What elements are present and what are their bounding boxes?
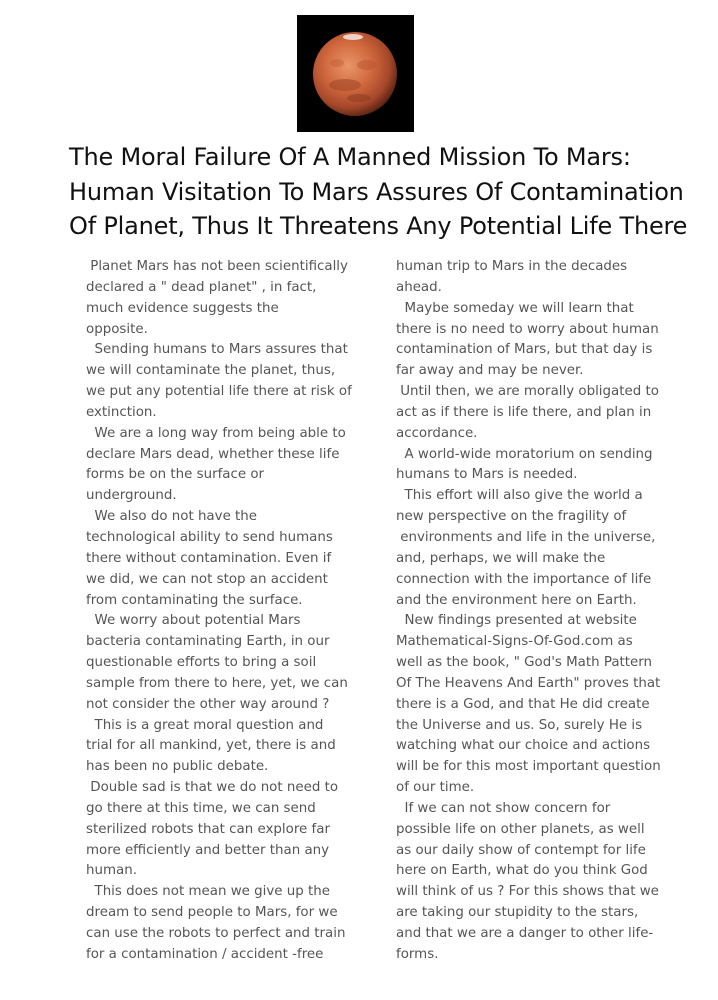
- text-line: forms be on the surface or: [86, 467, 265, 483]
- text-line: declare Mars dead, whether these life: [86, 446, 340, 462]
- text-line: will be for this most important question: [396, 759, 661, 775]
- text-line: not consider the other way around ?: [86, 696, 330, 712]
- text-line: dream to send people to Mars, for we: [86, 905, 338, 921]
- text-line: of our time.: [396, 780, 475, 796]
- text-line: We are a long way from being able to: [86, 425, 346, 441]
- text-line: We worry about potential Mars: [86, 613, 301, 629]
- text-line: Maybe someday we will learn that: [396, 300, 634, 316]
- text-line: environments and life in the universe,: [396, 529, 656, 545]
- text-line: This is a great moral question and: [86, 717, 324, 733]
- text-line: declared a " dead planet" , in fact,: [86, 279, 317, 295]
- left-text-column: [86, 257, 352, 966]
- text-line: and the environment here on Earth.: [396, 592, 637, 608]
- text-line: technological ability to send humans: [86, 529, 333, 545]
- text-line: are taking our stupidity to the stars,: [396, 905, 639, 921]
- text-line: watching what our choice and actions: [396, 738, 651, 754]
- text-line: Until then, we are morally obligated to: [396, 384, 659, 400]
- right-text-column: [396, 257, 666, 966]
- text-line: accordance.: [396, 425, 478, 441]
- text-line: Planet Mars has not been scientifically: [86, 259, 348, 274]
- text-line: This effort will also give the world a: [396, 488, 643, 504]
- text-line: sterilized robots that can explore far: [86, 821, 330, 837]
- text-line: Of The Heavens And Earth" proves that: [396, 675, 661, 691]
- text-line: for a contamination / accident -free: [86, 946, 324, 962]
- text-line: more efficiently and better than any: [86, 842, 330, 858]
- title-line: Of Planet, Thus It Threatens Any Potential Life There: [69, 212, 688, 240]
- text-line: there is a God, and that He did create: [396, 696, 650, 712]
- text-line: we put any potential life there at risk of: [86, 384, 352, 400]
- text-line: forms.: [396, 946, 439, 962]
- text-line: can use the robots to perfect and train: [86, 926, 346, 941]
- text-line: new perspective on the fragility of: [396, 509, 627, 525]
- text-line: humans to Mars is needed.: [396, 467, 578, 483]
- text-line: we did, we can not stop an accident: [86, 571, 328, 587]
- text-line: from contaminating the surface.: [86, 592, 303, 608]
- text-line: go there at this time, we can send: [86, 800, 316, 816]
- text-line: opposite.: [86, 321, 148, 337]
- text-line: This does not mean we give up the: [86, 884, 331, 900]
- text-line: as our daily show of contempt for life: [396, 842, 646, 858]
- text-line: New findings presented at website: [396, 613, 637, 629]
- text-line: will think of us ? For this shows that we: [396, 884, 659, 900]
- title-line: The Moral Failure Of A Manned Mission To Mars:: [69, 143, 631, 171]
- text-line: there without contamination. Even if: [86, 550, 332, 566]
- text-line: ahead.: [396, 279, 442, 295]
- text-line: sample from there to here, yet, we can: [86, 675, 348, 691]
- text-line: Mathematical-Signs-Of-God.com as: [396, 634, 633, 650]
- text-line: here on Earth, what do you think God: [396, 863, 648, 879]
- text-line: possible life on other planets, as well: [396, 821, 645, 837]
- mars-planet-icon: [297, 15, 414, 132]
- text-line: the Universe and us. So, surely He is: [396, 717, 643, 733]
- page-title: [69, 140, 709, 244]
- text-line: connection with the importance of life: [396, 571, 652, 587]
- text-line: much evidence suggests the: [86, 300, 279, 316]
- text-line: human.: [86, 863, 137, 879]
- text-line: far away and may be never.: [396, 363, 584, 379]
- text-line: Sending humans to Mars assures that: [86, 342, 348, 358]
- text-line: has been no public debate.: [86, 759, 269, 775]
- text-line: and, perhaps, we will make the: [396, 550, 606, 566]
- text-line: Double sad is that we do not need to: [86, 780, 339, 796]
- text-line: well as the book, " God's Math Pattern: [396, 655, 653, 671]
- text-line: bacteria contaminating Earth, in our: [86, 634, 330, 650]
- text-line: act as if there is life there, and plan in: [396, 404, 652, 420]
- title-line: Human Visitation To Mars Assures Of Contamination: [69, 177, 684, 206]
- text-line: We also do not have the: [86, 509, 258, 525]
- mars-image: [297, 15, 414, 132]
- text-line: underground.: [86, 488, 177, 504]
- text-line: human trip to Mars in the decades: [396, 259, 628, 274]
- text-line: there is no need to worry about human: [396, 321, 659, 337]
- text-line: If we can not show concern for: [396, 800, 611, 816]
- text-line: contamination of Mars, but that day is: [396, 342, 653, 358]
- text-line: trial for all mankind, yet, there is and: [86, 738, 336, 754]
- text-line: we will contaminate the planet, thus,: [86, 363, 336, 379]
- text-line: extinction.: [86, 404, 157, 420]
- text-line: and that we are a danger to other life-: [396, 926, 654, 941]
- text-line: A world-wide moratorium on sending: [396, 446, 653, 462]
- text-line: questionable efforts to bring a soil: [86, 655, 317, 671]
